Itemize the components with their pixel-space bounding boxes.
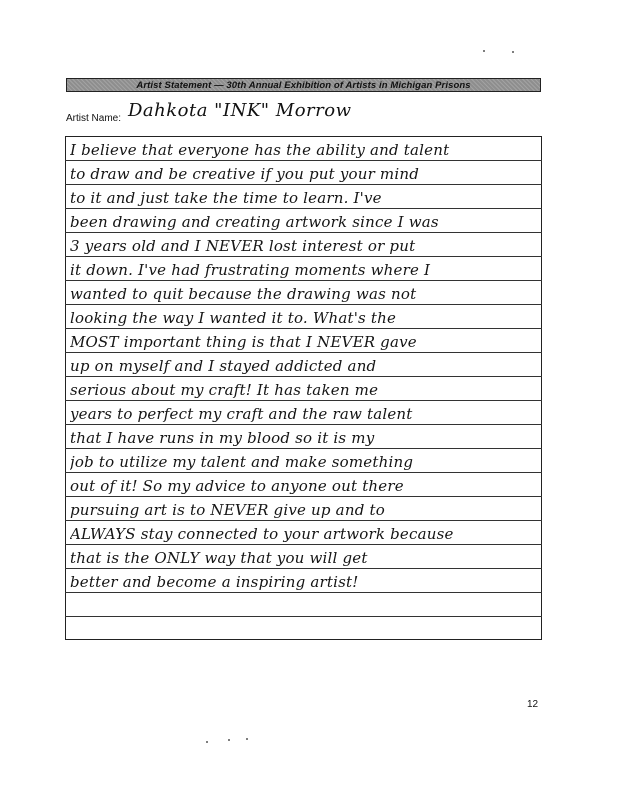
statement-line: looking the way I wanted it to. What's the	[70, 309, 397, 327]
statement-rule	[65, 256, 542, 257]
statement-line: that is the ONLY way that you will get	[70, 549, 368, 567]
form-header-title: Artist Statement — 30th Annual Exhibition of Artists in Michigan Prisons	[136, 79, 471, 91]
statement-rule	[65, 280, 542, 281]
statement-rule	[65, 616, 542, 617]
statement-rule	[65, 232, 542, 233]
statement-rule	[65, 448, 542, 449]
statement-line: pursuing art is to NEVER give up and to	[70, 501, 385, 519]
statement-rule	[65, 304, 542, 305]
statement-rule	[65, 376, 542, 377]
page-number: 12	[527, 699, 539, 710]
statement-line: MOST important thing is that I NEVER gave	[70, 333, 417, 351]
scan-speck	[246, 738, 248, 740]
scan-speck	[206, 741, 208, 743]
artist-name-value: Dahkota "INK" Morrow	[128, 100, 352, 121]
statement-rule	[65, 184, 542, 185]
statement-line: job to utilize my talent and make something	[70, 453, 414, 471]
statement-rule	[65, 472, 542, 473]
statement-rule	[65, 424, 542, 425]
statement-line: ALWAYS stay connected to your artwork because	[70, 525, 454, 543]
statement-line: been drawing and creating artwork since I was	[70, 213, 439, 231]
statement-line: to draw and be creative if you put your mind	[70, 165, 420, 183]
statement-rule	[65, 328, 542, 329]
statement-line: better and become a inspiring artist!	[70, 573, 359, 591]
statement-rule	[65, 400, 542, 401]
statement-line: out of it! So my advice to anyone out there	[70, 477, 404, 495]
scan-speck	[228, 739, 230, 741]
statement-line: to it and just take the time to learn. I've	[70, 189, 382, 207]
statement-line: years to perfect my craft and the raw talent	[70, 405, 413, 423]
scan-speck	[512, 51, 514, 53]
statement-line: serious about my craft! It has taken me	[70, 381, 379, 399]
statement-line: wanted to quit because the drawing was not	[70, 285, 417, 303]
statement-line: 3 years old and I NEVER lost interest or put	[70, 237, 416, 255]
scan-speck	[483, 50, 485, 52]
form-header-banner	[66, 78, 541, 92]
statement-rule	[65, 160, 542, 161]
statement-rule	[65, 544, 542, 545]
statement-line: it down. I've had frustrating moments where I	[70, 261, 431, 279]
statement-rule	[65, 592, 542, 593]
statement-line: that I have runs in my blood so it is my	[70, 429, 375, 447]
statement-rule	[65, 496, 542, 497]
statement-rule	[65, 352, 542, 353]
statement-rule	[65, 208, 542, 209]
statement-rule	[65, 520, 542, 521]
statement-line: up on myself and I stayed addicted and	[70, 357, 377, 375]
statement-line: I believe that everyone has the ability and talent	[70, 141, 450, 159]
statement-rule	[65, 568, 542, 569]
artist-name-label: Artist Name:	[66, 113, 122, 124]
